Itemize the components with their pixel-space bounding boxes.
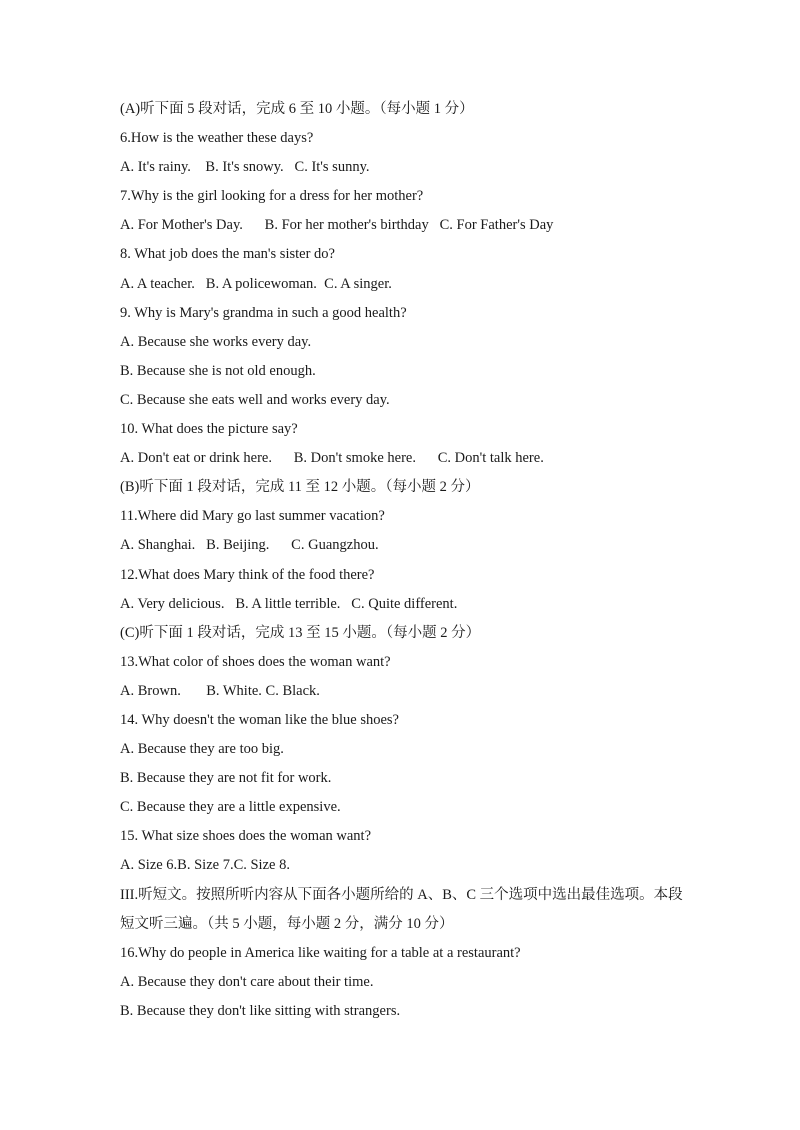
question-10: 10. What does the picture say? <box>120 421 298 438</box>
question-8-options: A. A teacher. B. A policewoman. C. A singer. <box>120 275 392 292</box>
question-8: 8. What job does the man's sister do? <box>120 246 335 263</box>
question-9: 9. Why is Mary's grandma in such a good health? <box>120 304 407 321</box>
question-7-options: A. For Mother's Day. B. For her mother's birthday C. For Father's Day <box>120 217 554 234</box>
question-12: 12.What does Mary think of the food there? <box>120 566 375 583</box>
question-12-options: A. Very delicious. B. A little terrible. C. Quite different. <box>120 595 458 612</box>
question-14: 14. Why doesn't the woman like the blue shoes? <box>120 711 399 728</box>
question-10-options: A. Don't eat or drink here. B. Don't smoke here. C. Don't talk here. <box>120 450 544 467</box>
section-iii-instruction-line-2: 短文听三遍。（共 5 小题，每小题 2 分，满分 10 分） <box>120 915 454 932</box>
section-iii-instruction-line-1: III.听短文。按照所听内容从下面各小题所给的 A、B、C 三个选项中选出最佳选项。本段 <box>120 886 683 903</box>
section-a-instruction: (A)听下面 5 段对话，完成 6 至 10 小题。（每小题 1 分） <box>120 101 474 117</box>
question-11-options: A. Shanghai. B. Beijing. C. Guangzhou. <box>120 537 379 554</box>
question-6: 6.How is the weather these days? <box>120 130 314 147</box>
document-page <box>120 95 700 1026</box>
question-16-option-a: A. Because they don't care about their time. <box>120 973 374 990</box>
question-6-options: A. It's rainy. B. It's snowy. C. It's sunny. <box>120 159 370 176</box>
question-14-option-a: A. Because they are too big. <box>120 741 284 758</box>
question-9-option-c: C. Because she eats well and works every day. <box>120 391 390 408</box>
question-15-options: A. Size 6.B. Size 7.C. Size 8. <box>120 857 290 874</box>
question-14-option-b: B. Because they are not fit for work. <box>120 770 332 787</box>
question-16-option-b: B. Because they don't like sitting with strangers. <box>120 1002 401 1019</box>
question-11: 11.Where did Mary go last summer vacation? <box>120 508 385 525</box>
question-7: 7.Why is the girl looking for a dress for her mother? <box>120 188 424 205</box>
question-14-option-c: C. Because they are a little expensive. <box>120 799 341 816</box>
question-9-option-b: B. Because she is not old enough. <box>120 362 316 379</box>
question-13-options: A. Brown. B. White. C. Black. <box>120 682 320 699</box>
question-13: 13.What color of shoes does the woman want? <box>120 653 391 670</box>
section-c-instruction: (C)听下面 1 段对话，完成 13 至 15 小题。（每小题 2 分） <box>120 624 481 641</box>
section-b-instruction: (B)听下面 1 段对话，完成 11 至 12 小题。（每小题 2 分） <box>120 479 480 496</box>
question-15: 15. What size shoes does the woman want? <box>120 828 372 845</box>
question-16: 16.Why do people in America like waiting for a table at a restaurant? <box>120 944 521 961</box>
question-9-option-a: A. Because she works every day. <box>120 333 312 350</box>
